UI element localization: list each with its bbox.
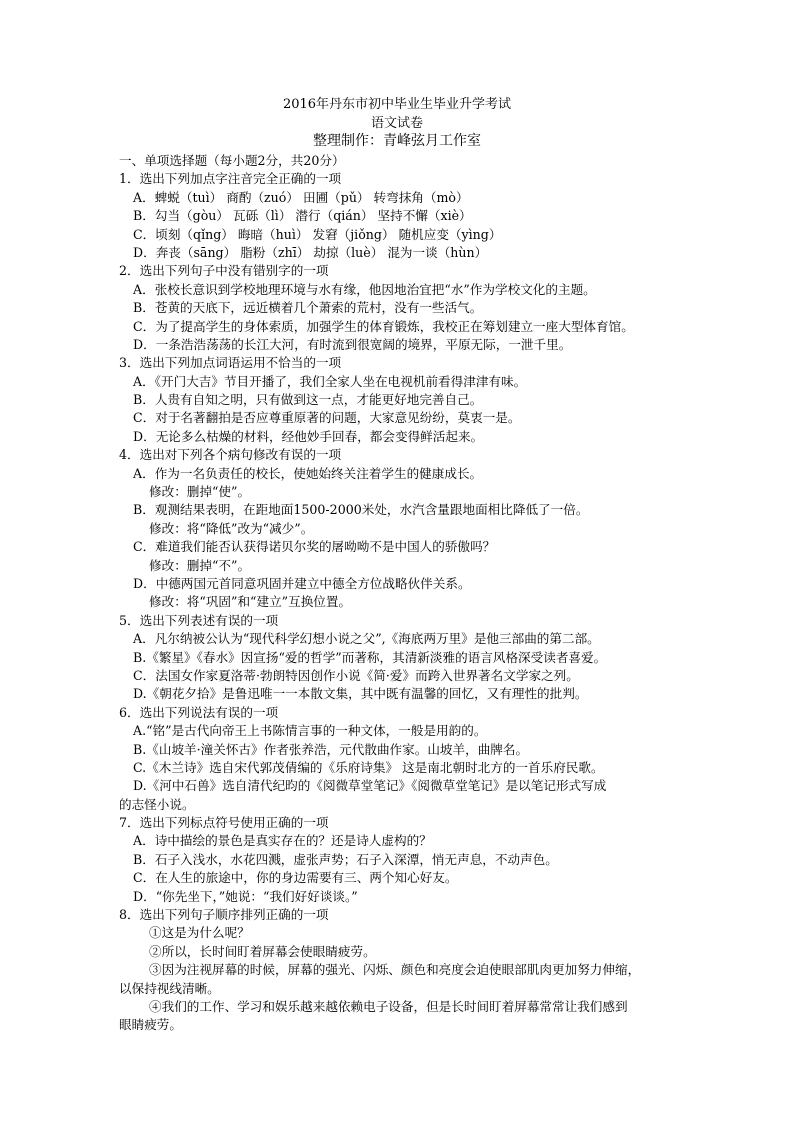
text-line: A．蜱蜕（tuì） 商酌（zuó） 田圃（pǔ） 转弯抹角（mò） [133, 189, 469, 205]
text-line: D．无论多么枯燥的材料，经他妙手回春，都会变得鲜活起来。 [133, 428, 484, 444]
text-line: 以保持视线清晰。 [119, 980, 220, 996]
text-line: C．对于名著翻拍是否应尊重原著的问题，大家意见纷纷，莫衷一是。 [133, 410, 521, 426]
text-line: B.《山坡羊·潼关怀古》作者张养浩，元代散曲作家。山坡羊，曲牌名。 [133, 741, 529, 757]
text-line: A．张校长意识到学校地理环境与水有缘，他因地治宜把“水”作为学校文化的主题。 [133, 281, 596, 297]
text-line: ①这是为什么呢？ [149, 925, 250, 941]
text-line: ③因为注视屏幕的时候，屏幕的强光、闪烁、颜色和亮度会迫使眼部肌肉更加努力伸缩， [149, 962, 641, 978]
text-line: 的志怪小说。 [119, 796, 195, 812]
text-line: A．凡尔纳被公认为“现代科学幻想小说之父”,《海底两万里》是他三部曲的第二部。 [133, 631, 600, 647]
text-line: B．勾当（gòu） 瓦砾（lì） 潜行（qián） 坚持不懈（xiè） [133, 208, 472, 224]
text-line: C．在人生的旅途中，你的身边需要有三、两个知心好友。 [133, 870, 458, 886]
text-line: B.《繁星》《春水》因宣扬“爱的哲学”而著称，其清新淡雅的语言风格深受读者喜爱。 [133, 649, 607, 665]
text-line: C．为了提高学生的身体索质，加强学生的体育锻炼，我校正在筹划建立一座大型体育馆。 [133, 318, 634, 334]
text-line: 3．选出下列加点词语运用不恰当的一项 [119, 355, 342, 371]
text-line: ②所以，长时间盯着屏幕会使眼睛疲劳。 [149, 943, 376, 959]
text-line: D．“你先坐下，”她说：“我们好好谈谈。” [133, 888, 358, 904]
text-line: 4．选出对下列各个病句修改有误的一项 [119, 447, 342, 463]
producer-credit: 整理制作：青峰弦月工作室 [313, 133, 481, 149]
exam-subtitle: 语文试卷 [370, 116, 423, 131]
text-line: B．石子入浅水，水花四溅，虚张声势；石子入深潭，悄无声息，不动声色。 [133, 851, 558, 867]
text-line: D.《河中石兽》选自清代纪昀的《阅微草堂笔记》《阅微草堂笔记》是以笔记形式写成 [133, 778, 607, 794]
text-line: 一、单项选择题（每小题2分，共20分） [119, 153, 345, 168]
text-line: A.“铭”是古代向帝王上书陈情言事的一种文体，一般是用韵的。 [133, 723, 487, 739]
text-line: 修改：将“巩固”和“建立”互换位置。 [149, 594, 352, 610]
text-line: C.《木兰诗》选自宋代郭茂倩编的《乐府诗集》 这是南北朝时北方的一首乐府民歌。 [133, 759, 604, 775]
text-line: B．苍黄的天底下，远近横着几个萧索的荒村，没有一些活气。 [133, 300, 483, 316]
text-line: 修改：删掉“使”。 [149, 484, 251, 500]
exam-title: 2016年丹东市初中毕业生毕业升学考试 [282, 97, 512, 112]
text-line: 修改：将“降低”改为“减少”。 [149, 520, 314, 536]
text-line: C．难道我们能否认获得诺贝尔奖的屠呦呦不是中国人的骄傲吗？ [133, 539, 496, 555]
text-line: D．中德两国元首同意巩固并建立中德全方位战略伙伴关系。 [133, 575, 471, 591]
text-line: 7．选出下列标点符号使用正确的一项 [119, 815, 329, 831]
text-line: A．作为一名负责任的校长，使她始终关注着学生的健康成长。 [133, 465, 483, 481]
text-line: A．诗中描绘的景色是真实存在的？还是诗人虚构的？ [133, 833, 432, 849]
text-line: D．奔丧（sāng） 脂粉（zhī） 劫掠（luè） 混为一谈（hùn） [133, 244, 488, 260]
text-line: C．顷刻（qǐng） 晦暗（huì） 发窘（jiǒng） 随机应变（yìng） [133, 226, 502, 242]
text-line: B．人贵有自知之明，只有做到这一点，才能更好地完善自己。 [133, 392, 483, 408]
text-line: 2．选出下列句子中没有错别字的一项 [119, 263, 329, 279]
question-body [119, 152, 689, 1035]
text-line: 1．选出下列加点字注音完全正确的一项 [119, 171, 342, 187]
text-line: C．法国女作家夏洛蒂·勃朗特因创作小说《简·爱》而跨入世界著名文学家之列。 [133, 667, 579, 683]
text-line: 修改：删掉“不”。 [149, 557, 251, 573]
text-line: D．一条浩浩荡荡的长江大河，有时流到很宽阔的境界，平原无际，一泄千里。 [133, 336, 572, 352]
text-line: A．《开门大吉》节目开播了，我们全家人坐在电视机前看得津津有味。 [133, 373, 527, 389]
text-line: B．观测结果表明，在距地面1500-2000米处，水汽含量跟地面相比降低了一倍。 [133, 502, 589, 518]
text-line: 5．选出下列表述有误的一项 [119, 612, 279, 628]
text-line: 6．选出下列说法有误的一项 [119, 704, 279, 720]
text-line: 眼睛疲劳。 [119, 1017, 182, 1033]
text-line: ④我们的工作、学习和娱乐越来越依赖电子设备，但是长时间盯着屏幕常常让我们感到 [149, 998, 628, 1014]
text-line: D.《朝花夕拾》是鲁迅唯一一本散文集，其中既有温馨的回忆，又有理性的批判。 [133, 686, 588, 702]
text-line: 8．选出下列句子顺序排列正确的一项 [119, 907, 329, 923]
